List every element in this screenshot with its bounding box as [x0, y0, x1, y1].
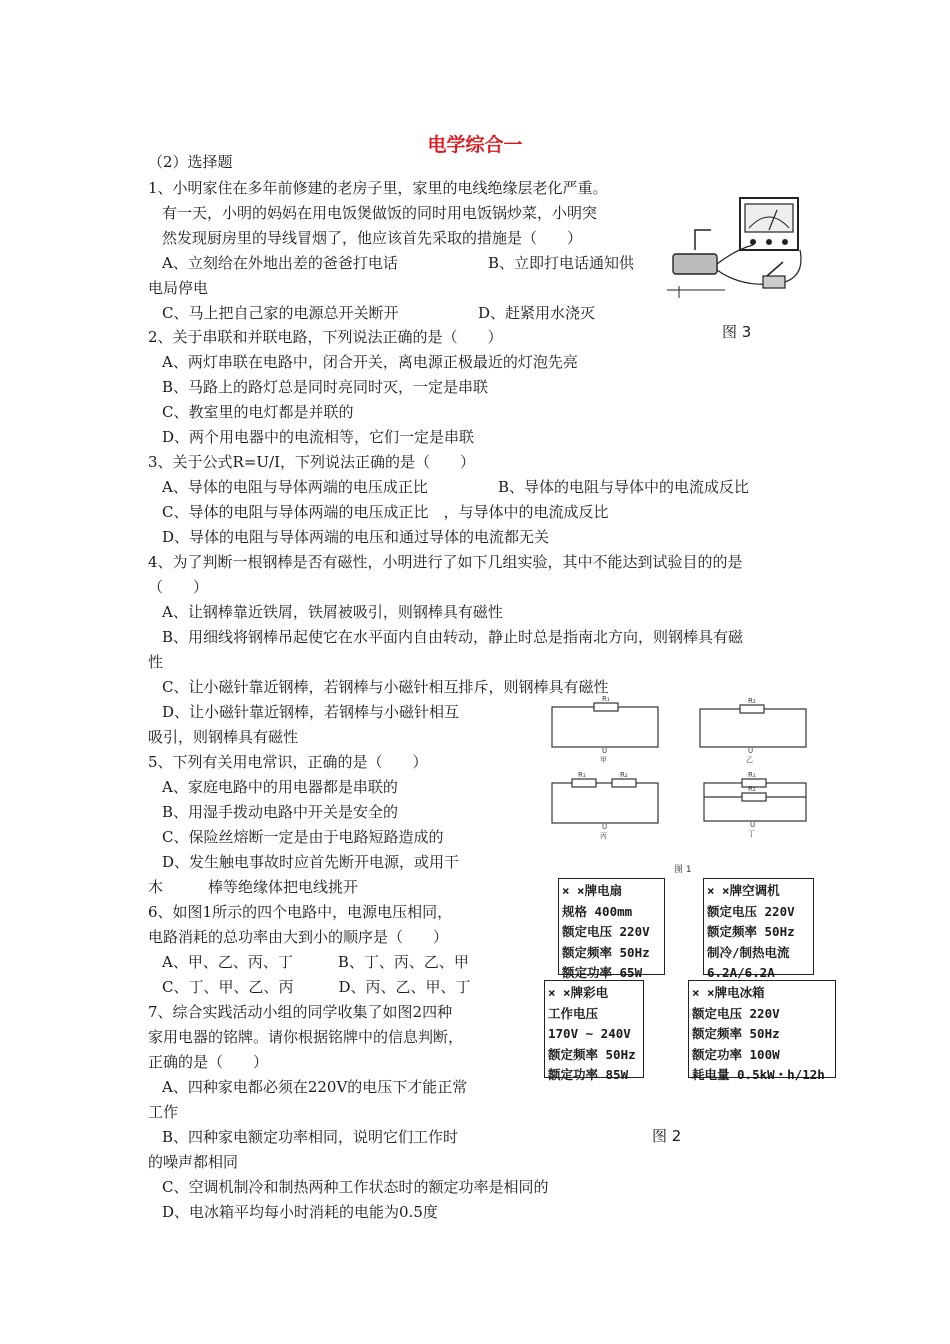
figure-3-apparatus: [665, 190, 815, 305]
q6-stem-line1: 6、如图1所示的四个电路中，电源电压相同，: [148, 903, 453, 921]
q4-stem: 4、为了判断一根钢棒是否有磁性，小明进行了如下几组实验，其中不能达到试验目的的是: [148, 553, 743, 571]
nameplate-ac-line: 额定频率 50Hz: [707, 924, 795, 939]
q7-stem-line1: 7、综合实践活动小组的同学收集了如图2四种: [148, 1003, 453, 1021]
nameplate-tv: [544, 980, 644, 1082]
fig1-label-u-bing: U: [602, 823, 608, 831]
q3-option-c: C、导体的电阻与导体两端的电压成正比 ，与导体中的电流成反比: [162, 503, 609, 521]
q6-stem-line2: 电路消耗的总功率由大到小的顺序是（ ）: [148, 928, 449, 946]
fig1-label-r2-bing: R₂: [620, 771, 628, 779]
q5-option-d-cont: 木 棒等绝缘体把电线挑开: [148, 878, 359, 896]
nameplate-tv-line: 额定功率 85W: [548, 1067, 629, 1082]
q7-option-b-cont: 的噪声都相同: [148, 1153, 239, 1171]
q1-option-c: C、马上把自己家的电源总开关断开: [162, 304, 399, 322]
q3-stem: 3、关于公式R=U/I，下列说法正确的是（ ）: [148, 453, 476, 471]
nameplate-ac-line: 6.2A/6.2A: [707, 965, 775, 980]
nameplate-air-conditioner: [703, 878, 814, 980]
nameplate-tv-line: × ×牌彩电: [548, 985, 609, 1000]
page-title: 电学综合一: [427, 134, 523, 156]
q2-option-a: A、两灯串联在电路中，闭合开关，离电源正极最近的灯泡先亮: [162, 353, 578, 371]
nameplate-fridge-line: × ×牌电冰箱: [692, 985, 765, 1000]
fig1-label-r2-yi: R₂: [748, 697, 756, 705]
nameplate-ac-line: 额定电压 220V: [707, 903, 795, 919]
nameplate-fridge-line: 额定频率 50Hz: [692, 1026, 780, 1041]
nameplate-fridge-line: 额定电压 220V: [692, 1005, 780, 1021]
q4-option-c: C、让小磁针靠近钢棒，若钢棒与小磁针相互排斥，则钢棒具有磁性: [162, 678, 609, 696]
fig1-label-u-yi: U: [748, 747, 754, 755]
fig1-label-jia: 甲: [600, 756, 607, 764]
q1-option-a: A、立刻给在外地出差的爸爸打电话: [162, 254, 398, 272]
q7-option-d: D、电冰箱平均每小时消耗的电能为0.5度: [162, 1203, 438, 1221]
q5-option-c: C、保险丝熔断一定是由于电路短路造成的: [162, 828, 444, 846]
q4-option-b-cont: 性: [148, 653, 164, 671]
nameplate-tv-line: 170V ~ 240V: [548, 1026, 631, 1041]
q2-option-c: C、教室里的电灯都是并联的: [162, 403, 354, 421]
q2-option-b: B、马路上的路灯总是同时亮同时灭，一定是串联: [162, 378, 489, 396]
nameplate-fan: [558, 878, 665, 980]
figure-3-label: 图 3: [722, 323, 752, 341]
q1-option-b-cont: 电局停电: [148, 279, 209, 297]
q3-option-b: B、导体的电阻与导体中的电流成反比: [498, 478, 750, 496]
q4-option-d: D、让小磁针靠近钢棒，若钢棒与小磁针相互: [162, 703, 460, 721]
q2-stem: 2、关于串联和并联电路，下列说法正确的是（ ）: [148, 328, 503, 346]
nameplate-fan-line: 额定电压 220V: [562, 924, 650, 939]
q1-option-d: D、赶紧用水浇灭: [478, 304, 596, 322]
nameplate-fridge-line: 额定功率 100W: [692, 1046, 780, 1062]
q7-option-c: C、空调机制冷和制热两种工作状态时的额定功率是相同的: [162, 1178, 549, 1196]
nameplate-fan-line: × ×牌电扇: [562, 883, 623, 898]
fig1-label-u-jia: U: [602, 747, 608, 755]
nameplate-fan-line: 额定功率 65W: [562, 965, 643, 980]
fig1-label-r1-jia: R₁: [602, 695, 610, 703]
nameplate-fridge: [688, 980, 836, 1082]
q5-option-d: D、发生触电事故时应首先断开电源，或用干: [162, 853, 460, 871]
nameplate-fridge-line: 耗电量 0.5kW・h/12h: [692, 1067, 825, 1082]
section-heading: （2）选择题: [148, 153, 233, 171]
fig1-label-yi: 乙: [746, 756, 753, 764]
q6-options-cd: C、丁、甲、乙、丙 D、丙、乙、甲、丁: [162, 978, 471, 996]
nameplate-tv-line: 工作电压: [548, 1005, 599, 1021]
nameplate-ac-line: × ×牌空调机: [707, 883, 780, 898]
q7-option-b: B、四种家电额定功率相同，说明它们工作时: [162, 1128, 459, 1146]
nameplate-ac-line: 制冷/制热电流: [707, 944, 790, 960]
q5-option-a: A、家庭电路中的用电器都是串联的: [162, 778, 398, 796]
q6-options-ab: A、甲、乙、丙、丁 B、丁、丙、乙、甲: [162, 953, 469, 971]
fig1-label-r1-bing: R₁: [578, 771, 586, 779]
q4-option-d-cont: 吸引，则钢棒具有磁性: [148, 728, 299, 746]
q4-paren: （ ）: [148, 578, 209, 596]
nameplate-tv-line: 额定频率 50Hz: [548, 1046, 636, 1062]
fig1-label-u-ding: U: [750, 821, 756, 829]
fig1-label-r1-ding: R₁: [748, 771, 756, 779]
q3-option-d: D、导体的电阻与导体两端的电压和通过导体的电流都无关: [162, 528, 550, 546]
nameplate-fan-line: 额定频率 50Hz: [562, 944, 650, 960]
q5-option-b: B、用湿手拨动电路中开关是安全的: [162, 803, 399, 821]
nameplate-fan-line: 规格 400mm: [562, 903, 633, 919]
fig1-label-r2-ding: R₂: [748, 785, 756, 793]
figure-1-circuits: [548, 695, 813, 875]
q5-stem: 5、下列有关用电常识，正确的是（ ）: [148, 753, 428, 771]
q3-option-a: A、导体的电阻与导体两端的电压成正比: [162, 478, 428, 496]
q7-stem-line2: 家用电器的铭牌。请你根据铭牌中的信息判断，: [148, 1028, 464, 1046]
figure-2-label: 图 2: [652, 1127, 682, 1145]
q1-stem-line1: 1、小明家住在多年前修建的老房子里，家里的电线绝缘层老化严重。: [148, 179, 608, 197]
q1-stem-line3: 然发现厨房里的导线冒烟了，他应该首先采取的措施是（ ）: [162, 229, 583, 247]
q1-option-b: B、立即打电话通知供: [488, 254, 635, 272]
q7-stem-line3: 正确的是（ ）: [148, 1053, 269, 1071]
q2-option-d: D、两个用电器中的电流相等，它们一定是串联: [162, 428, 475, 446]
q1-stem-line2: 有一天，小明的妈妈在用电饭煲做饭的同时用电饭锅炒菜，小明突: [162, 204, 598, 222]
fig1-label-ding: 丁: [748, 830, 755, 838]
q4-option-b: B、用细线将钢棒吊起使它在水平面内自由转动，静止时总是指南北方向，则钢棒具有磁: [162, 628, 744, 646]
q7-option-a: A、四种家电都必须在220V的电压下才能正常: [162, 1078, 468, 1096]
q7-option-a-cont: 工作: [148, 1103, 179, 1121]
q4-option-a: A、让钢棒靠近铁屑，铁屑被吸引，则钢棒具有磁性: [162, 603, 503, 621]
fig1-label-partial: 图 1: [674, 865, 692, 875]
fig1-label-bing: 丙: [600, 832, 607, 840]
